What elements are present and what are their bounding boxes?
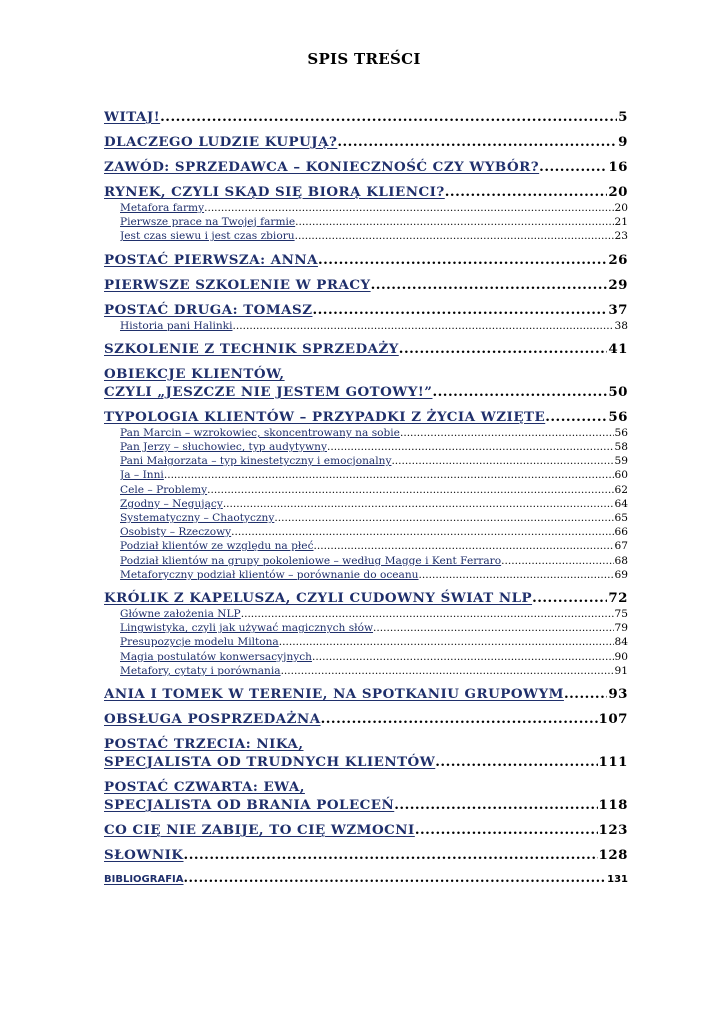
toc-entry <box>104 710 628 728</box>
toc-entry-link[interactable] <box>104 133 628 151</box>
toc-subentry-link-label[interactable]: Pan Marcin – wzrokowiec, skoncentrowany na sobie <box>120 426 400 439</box>
toc-subentry-link-leader-dots <box>279 635 614 649</box>
toc-subentry-link-leader-dots <box>164 468 614 482</box>
toc-subentry-link-page-number: 62 <box>614 483 628 496</box>
toc-entry <box>104 735 628 771</box>
toc-subentry-link-label[interactable]: Jest czas siewu i jest czas zbioru <box>120 230 295 243</box>
toc-subentry-link-leader-dots <box>314 539 614 553</box>
toc-entry-link-label[interactable]: WITAJ! <box>104 109 161 125</box>
toc-subentry <box>104 664 628 678</box>
toc-entry-link-leader-dots <box>318 251 607 269</box>
toc-subentry-link-leader-dots <box>207 483 613 497</box>
toc-subentry <box>104 440 628 454</box>
toc-entry-link-leader-dots <box>539 158 607 176</box>
toc-entry-link-leader-dots <box>435 753 597 771</box>
toc-subentry-link-page-number: 21 <box>614 216 628 229</box>
toc-entry-link-label[interactable]: TYPOLOGIA KLIENTÓW – PRZYPADKI Z ŻYCIA WZIĘTE <box>104 408 546 425</box>
toc-subentry-link-page-number: 38 <box>614 319 628 332</box>
toc-subentry-link[interactable] <box>120 215 628 229</box>
toc-subentry <box>104 621 628 635</box>
toc-entry-link-label[interactable]: POSTAĆ PIERWSZA: ANNA <box>104 251 318 268</box>
toc-subentry-link[interactable] <box>120 201 628 215</box>
toc-subentry <box>104 525 628 539</box>
toc-subentry-link-label[interactable]: Metaforyczny podział klientów – porównanie do oceanu <box>120 568 419 581</box>
toc-entry-link[interactable] <box>104 753 628 771</box>
toc-subentry-link-page-number: 56 <box>614 426 628 439</box>
toc-entry-link-page-number: 26 <box>608 251 628 268</box>
toc-entry-link-label[interactable]: DLACZEGO LUDZIE KUPUJĄ? <box>104 134 338 150</box>
toc-subentry-link-label[interactable]: Presupozycje modelu Miltona <box>120 636 279 649</box>
toc-entry <box>104 108 628 126</box>
toc-subentry-link[interactable] <box>120 454 628 468</box>
toc-subentry-link-label[interactable]: Magia postulatów konwersacyjnych <box>120 650 313 663</box>
toc-subentry-link-page-number: 64 <box>614 497 628 510</box>
toc-subentry-link-leader-dots <box>373 621 613 635</box>
toc-entry <box>104 778 628 814</box>
toc-subentry-link-label[interactable]: Osobisty – Rzeczowy <box>120 526 232 539</box>
bibliography-link-page-number: 131 <box>607 874 628 886</box>
toc-entry-link-leader-dots <box>415 821 598 839</box>
toc-entry-link-label[interactable]: POSTAĆ DRUGA: TOMASZ <box>104 301 313 318</box>
toc-subentry-link[interactable] <box>120 568 628 582</box>
toc-subentry-link-label[interactable]: Pan Jerzy – słuchowiec, typ audytywny <box>120 441 327 454</box>
toc-subentry <box>104 454 628 468</box>
toc-subentry-link-page-number: 58 <box>614 441 628 454</box>
toc-entry-link[interactable] <box>104 276 628 294</box>
toc-entry-link[interactable] <box>104 685 628 703</box>
toc-subentry-link-page-number: 67 <box>614 540 628 553</box>
toc-entry <box>104 133 628 151</box>
toc-entry-link[interactable] <box>104 589 628 607</box>
toc-subentry-link[interactable] <box>120 229 628 243</box>
toc-subentry-link-label[interactable]: Lingwistyka, czyli jak używać magicznych słów <box>120 622 374 635</box>
toc-subentry-link-label[interactable]: Ja – Inni <box>120 469 164 482</box>
toc-subentry-link-label[interactable]: Podział klientów ze względu na płeć <box>120 540 314 553</box>
toc-entry-link-page-number: 37 <box>608 301 628 318</box>
toc-entry <box>104 340 628 358</box>
toc-subentry-link-page-number: 69 <box>614 568 628 581</box>
toc-subentry-link-leader-dots <box>274 511 613 525</box>
toc-subentry-link-page-number: 90 <box>614 650 628 663</box>
toc-entry-link[interactable] <box>104 158 628 176</box>
toc-subentry <box>104 650 628 664</box>
toc-subentry-link-page-number: 75 <box>614 608 628 621</box>
toc-entry-link-page-number: 50 <box>608 383 628 400</box>
toc-entry-link[interactable] <box>104 340 628 358</box>
toc-subentry-link-label[interactable]: Pierwsze prace na Twojej farmie <box>120 216 296 229</box>
toc-entry-link[interactable] <box>104 183 628 201</box>
toc-entry-link[interactable] <box>104 408 628 426</box>
toc-entry-link-leader-dots <box>545 408 607 426</box>
bibliography-link[interactable] <box>104 870 628 889</box>
toc-entry-link[interactable] <box>104 821 628 839</box>
toc-entry-link-leader-dots <box>432 383 607 401</box>
toc-entry-link-page-number: 111 <box>598 754 628 771</box>
toc-entry-link-label[interactable]: KRÓLIK Z KAPELUSZA, CZYLI CUDOWNY ŚWIAT NLP <box>104 590 533 607</box>
toc-subentry-link[interactable] <box>120 440 628 454</box>
toc-subentry <box>104 607 628 621</box>
toc-subentry-link[interactable] <box>120 539 628 553</box>
toc-entry <box>104 685 628 703</box>
toc-subentry-link-label[interactable]: Systematyczny – Chaotyczny <box>120 512 275 525</box>
toc-subentry <box>104 229 628 243</box>
toc-entry-link[interactable] <box>104 383 628 401</box>
toc-entry-link-label[interactable]: CO CIĘ NIE ZABIJE, TO CIĘ WZMOCNI <box>104 822 415 839</box>
toc-subentry-link-leader-dots <box>501 554 613 568</box>
toc-subentry-link-leader-dots <box>231 525 613 539</box>
toc-entry-link-page-number: 93 <box>608 686 628 703</box>
toc-subentry-link[interactable] <box>120 554 628 568</box>
toc-subentry-link-leader-dots <box>295 229 614 243</box>
toc-subentry-link-page-number: 79 <box>614 622 628 635</box>
toc-entry-link-label[interactable]: SZKOLENIE Z TECHNIK SPRZEDAŻY <box>104 340 399 357</box>
toc-entry-link[interactable] <box>104 108 628 126</box>
toc-subentry-link[interactable] <box>120 525 628 539</box>
toc-entry-link-label[interactable]: CZYLI „JESZCZE NIE JESTEM GOTOWY!” <box>104 383 433 400</box>
toc-subentry-link-label[interactable]: Metafory, cytaty i porównania <box>120 664 281 677</box>
toc-subentry-link-leader-dots <box>204 201 613 215</box>
toc-subentry <box>104 468 628 482</box>
toc-entry-link-label[interactable]: OBSŁUGA POSPRZEDAŻNA <box>104 711 321 728</box>
toc-subentry <box>104 554 628 568</box>
toc-entry-link-page-number: 16 <box>608 159 628 175</box>
toc-subentry-link[interactable] <box>120 621 628 635</box>
toc-entry-link-page-number: 72 <box>608 590 628 607</box>
toc-entry-link-leader-dots <box>371 276 608 294</box>
page-title: SPIS TREŚCI <box>307 50 421 68</box>
toc-entry-link[interactable] <box>104 251 628 269</box>
toc-entry-link-page-number: 118 <box>598 797 628 814</box>
toc-entry-title-line[interactable]: POSTAĆ TRZECIA: NIKA, <box>104 736 304 753</box>
toc-subentry-link-leader-dots <box>223 497 614 511</box>
toc-subentry-link-label[interactable]: Metafora farmy <box>120 202 205 214</box>
toc-subentry-link-leader-dots <box>241 607 614 621</box>
toc-entry-link-leader-dots <box>160 108 617 126</box>
toc-subentry-link-leader-dots <box>391 454 613 468</box>
toc-subentry <box>104 497 628 511</box>
toc-subentry <box>104 483 628 497</box>
toc-entry <box>104 365 628 401</box>
toc-subentry-link-page-number: 60 <box>614 469 628 482</box>
toc-subentry <box>104 215 628 229</box>
toc-subentry-link-leader-dots <box>400 426 614 440</box>
toc-entry <box>104 158 628 176</box>
toc-entry-link-leader-dots <box>184 846 598 864</box>
toc-entry-link[interactable] <box>104 796 628 814</box>
toc-subentry-link[interactable] <box>120 664 628 678</box>
toc-subentry-link-page-number: 68 <box>614 554 628 567</box>
toc-subentry <box>104 201 628 215</box>
toc-entry-link-page-number: 9 <box>618 134 628 150</box>
toc-subentry-link-leader-dots <box>312 650 614 664</box>
toc-subentry-link-page-number: 91 <box>614 664 628 677</box>
toc-entry-link-page-number: 20 <box>608 184 628 200</box>
toc-entry-link[interactable] <box>104 710 628 728</box>
toc-subentry-link-page-number: 20 <box>614 202 628 214</box>
toc-entry-link-label[interactable]: SPECJALISTA OD BRANIA POLECEŃ <box>104 797 395 814</box>
toc-entry-link-leader-dots <box>312 301 607 319</box>
toc-entry <box>104 589 628 607</box>
toc-subentry-link[interactable] <box>120 319 628 333</box>
toc-entry-link-leader-dots <box>564 685 607 703</box>
toc-entry-link-label[interactable]: ANIA I TOMEK W TERENIE, NA SPOTKANIU GRUPOWYM <box>104 686 564 703</box>
toc-subentry-link-label[interactable]: Cele – Problemy <box>120 483 208 496</box>
toc-subentry-link[interactable] <box>120 468 628 482</box>
toc-entry-link-label[interactable]: SPECJALISTA OD TRUDNYCH KLIENTÓW <box>104 754 436 771</box>
toc-entry-link-page-number: 123 <box>598 822 628 839</box>
toc-entry-link-page-number: 56 <box>608 408 628 425</box>
toc-entry-link-label[interactable]: SŁOWNIK <box>104 847 184 864</box>
toc-entry <box>104 821 628 839</box>
toc-entry-link-page-number: 5 <box>618 109 628 125</box>
toc-subentry-link-label[interactable]: Główne założenia NLP <box>120 608 241 621</box>
toc-subentry-link[interactable] <box>120 607 628 621</box>
toc-entry-title-line[interactable]: POSTAĆ CZWARTA: EWA, <box>104 779 305 796</box>
toc-entry-link-leader-dots <box>337 133 617 151</box>
toc-entry-title-line[interactable]: OBIEKCJE KLIENTÓW, <box>104 365 285 382</box>
toc-subentry-link[interactable] <box>120 426 628 440</box>
toc-subentry <box>104 568 628 582</box>
toc-entry <box>104 846 628 864</box>
toc-subentry-link-label[interactable]: Historia pani Halinki <box>120 319 233 332</box>
toc-subentry-link-label[interactable]: Pani Małgorzata – typ kinestetyczny i emocjonalny <box>120 455 392 468</box>
toc-entry <box>104 251 628 269</box>
toc-subentry-link-page-number: 59 <box>614 455 628 468</box>
toc-subentry <box>104 426 628 440</box>
toc-entry-link[interactable] <box>104 846 628 864</box>
toc-entry-link-page-number: 41 <box>608 340 628 357</box>
toc-entry-link-leader-dots <box>321 710 598 728</box>
toc-entry-link[interactable] <box>104 301 628 319</box>
toc-subentry-link-leader-dots <box>295 215 613 229</box>
toc-entry-link-page-number: 128 <box>598 847 628 864</box>
toc-entry-link-leader-dots <box>394 796 597 814</box>
toc-subentry <box>104 319 628 333</box>
bibliography-link-leader-dots <box>184 870 607 888</box>
toc-entry <box>104 301 628 319</box>
toc-subentry-link-label[interactable]: Podział klientów na grupy pokoleniowe – według Magge i Kent Ferraro <box>120 554 502 567</box>
toc-subentry <box>104 511 628 525</box>
toc-entry <box>104 276 628 294</box>
toc-subentry-link[interactable] <box>120 650 628 664</box>
toc-entry-link-label[interactable]: ZAWÓD: SPRZEDAWCA – KONIECZNOŚĆ CZY WYBÓR? <box>104 159 540 175</box>
toc-subentry-link-leader-dots <box>281 664 614 678</box>
toc-entry-link-page-number: 29 <box>608 276 628 293</box>
toc-entry-link-leader-dots <box>445 183 608 201</box>
toc-subentry-link[interactable] <box>120 497 628 511</box>
toc-entry-link-leader-dots <box>532 589 607 607</box>
toc-subentry-link-leader-dots <box>327 440 614 454</box>
toc-subentry-link-page-number: 66 <box>614 526 628 539</box>
toc-subentry <box>104 635 628 649</box>
toc-entry-link-page-number: 107 <box>598 711 628 728</box>
toc-bibliography <box>104 870 628 889</box>
toc-subentry <box>104 539 628 553</box>
toc-entry <box>104 408 628 426</box>
toc-subentry-link-leader-dots <box>232 319 613 333</box>
toc-subentry-link-page-number: 65 <box>614 512 628 525</box>
toc-subentry-link[interactable] <box>120 511 628 525</box>
table-of-contents <box>104 108 628 889</box>
toc-subentry-link-page-number: 23 <box>614 230 628 243</box>
toc-entry-link-leader-dots <box>399 340 608 358</box>
toc-subentry-link[interactable] <box>120 483 628 497</box>
toc-entry <box>104 183 628 201</box>
toc-entry-link-label[interactable]: RYNEK, CZYLI SKĄD SIĘ BIORĄ KLIENCI? <box>104 184 445 200</box>
toc-subentry-link-label[interactable]: Zgodny – Negujący <box>120 497 223 510</box>
toc-subentry-link-page-number: 84 <box>614 636 628 649</box>
bibliography-link-label[interactable]: BIBLIOGRAFIA <box>104 874 184 886</box>
toc-subentry-link[interactable] <box>120 635 628 649</box>
toc-entry-link-label[interactable]: PIERWSZE SZKOLENIE W PRACY <box>104 276 371 293</box>
toc-subentry-link-leader-dots <box>419 568 614 582</box>
